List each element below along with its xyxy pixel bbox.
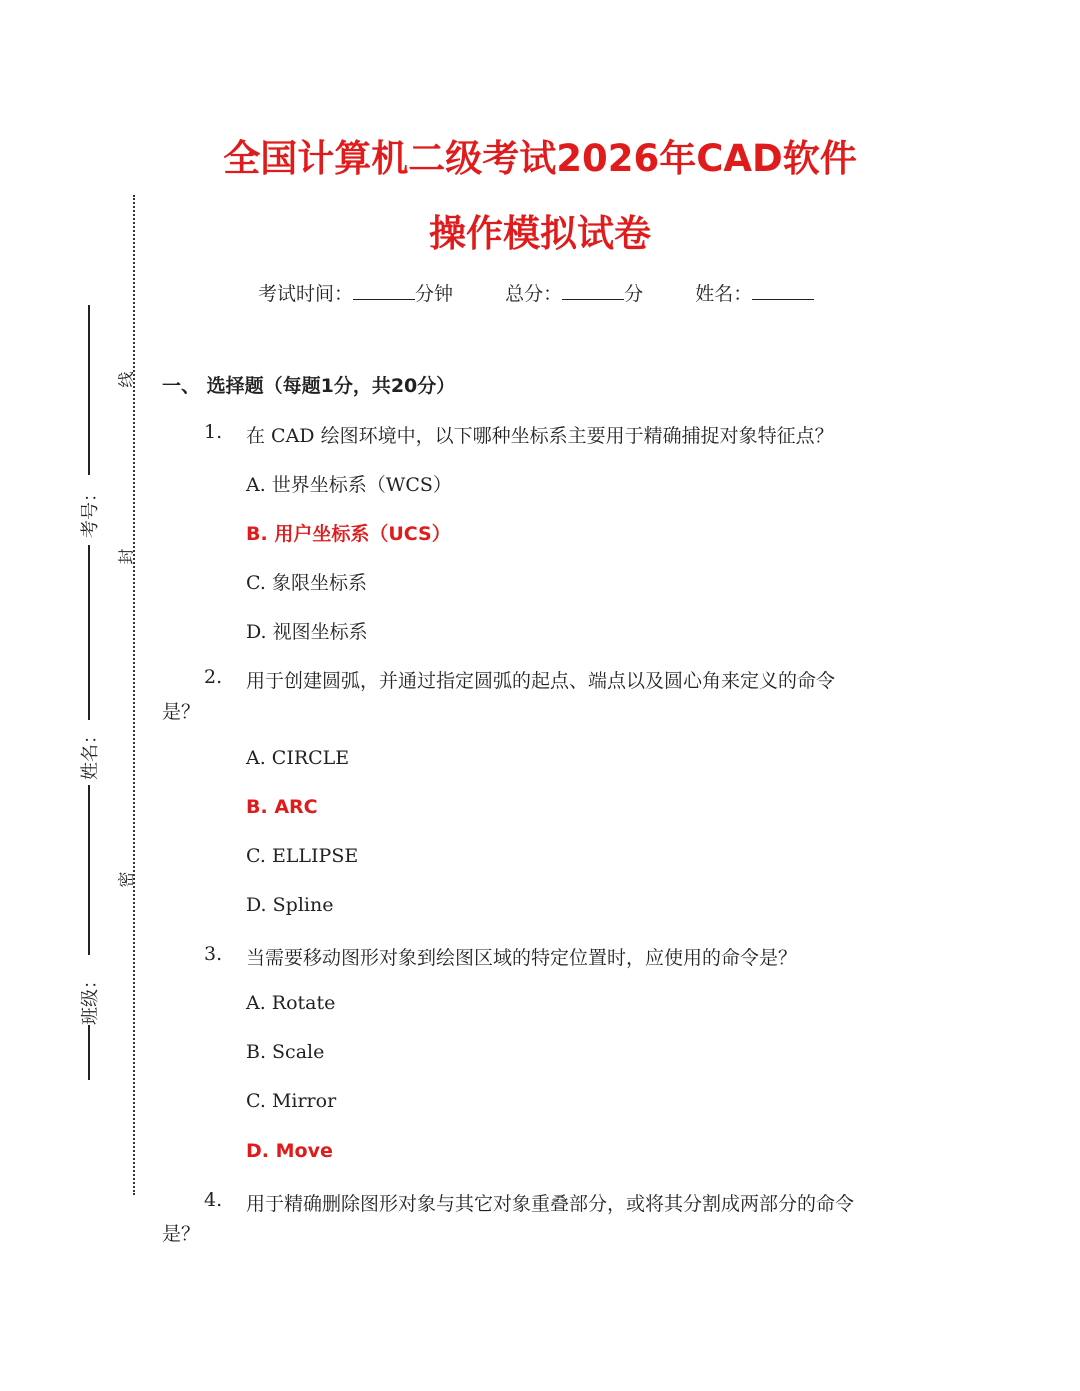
question-3-text: 当需要移动图形对象到绘图区域的特定位置时，应使用的命令是？ <box>246 947 798 969</box>
seal-char-feng: 封 <box>116 548 136 565</box>
question-1-number: 1. <box>204 421 223 443</box>
q1-option-a[interactable]: A. 世界坐标系（WCS） <box>246 474 452 496</box>
q3-option-d-answer[interactable]: D. Move <box>246 1140 333 1162</box>
name-label: 姓名： <box>695 283 753 305</box>
q3-option-a[interactable]: A. Rotate <box>246 992 336 1014</box>
name-blank[interactable] <box>752 281 814 300</box>
q1-option-c[interactable]: C. 象限坐标系 <box>246 572 367 594</box>
q3-option-c[interactable]: C. Mirror <box>246 1090 337 1112</box>
exam-meta <box>258 279 814 306</box>
question-1-text: 在 CAD 绘图环境中，以下哪种坐标系主要用于精确捕捉对象特征点？ <box>246 425 834 447</box>
q3-option-b[interactable]: B. Scale <box>246 1041 325 1063</box>
binding-name-label: 姓名： <box>80 726 101 780</box>
score-label: 总分： <box>505 283 563 305</box>
q1-option-d[interactable]: D. 视图坐标系 <box>246 621 368 643</box>
title-line-2: 操作模拟试卷 <box>429 212 651 255</box>
question-4-number: 4. <box>204 1189 223 1211</box>
q2-option-b-answer[interactable]: B. ARC <box>246 796 318 818</box>
q2-option-c[interactable]: C. ELLIPSE <box>246 845 359 867</box>
section-title: 一、 选择题（每题1分，共20分） <box>162 375 456 397</box>
q2-option-a[interactable]: A. CIRCLE <box>246 747 350 769</box>
q2-option-d[interactable]: D. Spline <box>246 894 334 916</box>
id-underline <box>88 305 90 475</box>
time-blank[interactable] <box>353 281 415 300</box>
question-4-text: 用于精确删除图形对象与其它对象重叠部分，或将其分割成两部分的命令 <box>246 1193 855 1215</box>
score-blank[interactable] <box>562 281 624 300</box>
question-2-number: 2. <box>204 666 223 688</box>
question-2-text: 用于创建圆弧，并通过指定圆弧的起点、端点以及圆心角来定义的命令 <box>246 670 836 692</box>
score-unit: 分 <box>624 283 644 305</box>
name-underline <box>88 545 90 720</box>
class-underline <box>88 785 90 955</box>
question-3-number: 3. <box>204 943 223 965</box>
class-underline-2 <box>88 1025 90 1080</box>
class-label: 班级： <box>80 971 101 1025</box>
seal-char-xian: 线 <box>116 371 136 388</box>
time-unit: 分钟 <box>415 283 454 305</box>
seal-dotted-line <box>133 195 135 1195</box>
seal-char-mi: 密 <box>116 871 136 888</box>
question-4-cont: 是？ <box>162 1223 201 1245</box>
title-line-1: 全国计算机二级考试2026年CAD软件 <box>223 137 857 180</box>
q1-option-b-answer[interactable]: B. 用户坐标系（UCS） <box>246 523 451 545</box>
time-label: 考试时间： <box>258 283 354 305</box>
question-2-cont: 是？ <box>162 701 201 723</box>
id-label: 考号： <box>80 484 101 538</box>
